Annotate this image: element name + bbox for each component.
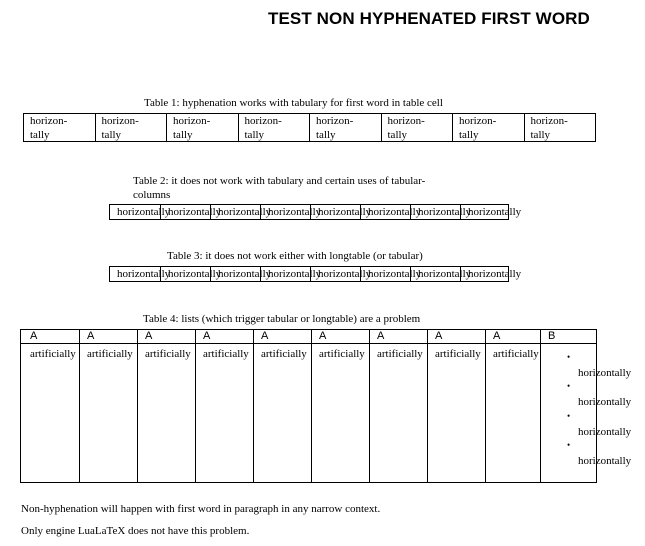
cell-text: horizontally xyxy=(268,206,322,218)
cell-text: horizontally xyxy=(218,206,272,218)
cell-text: artificially xyxy=(493,348,539,360)
table1 xyxy=(23,113,596,142)
table2-cell xyxy=(310,205,372,219)
table4-column xyxy=(485,330,543,482)
cell-text: artificially xyxy=(377,348,423,360)
column-header: A xyxy=(203,330,211,342)
table1-cell xyxy=(24,114,95,141)
bullet-icon: • xyxy=(567,440,571,450)
bullet-icon: • xyxy=(567,381,571,391)
cell-text: horizontally xyxy=(468,268,522,280)
table3-cell xyxy=(110,267,171,281)
column-header: A xyxy=(145,330,153,342)
cell-text: horizontally xyxy=(368,206,422,218)
list-item: horizontally xyxy=(578,455,632,467)
table4 xyxy=(20,329,632,483)
table1-cell xyxy=(238,114,310,141)
cell-line1: horizon- xyxy=(387,115,425,127)
cell-line1: horizon- xyxy=(30,115,68,127)
table3-cell xyxy=(210,267,272,281)
table2-cell xyxy=(410,205,472,219)
paragraph: Only engine LuaLaTeX does not have this problem. xyxy=(21,525,250,537)
table2-cell xyxy=(210,205,272,219)
list-item: horizontally xyxy=(578,396,632,408)
table1-caption: Table 1: hyphenation works with tabulary for first word in table cell xyxy=(144,97,443,109)
cell-line1: horizon- xyxy=(459,115,497,127)
cell-line2: tally xyxy=(316,129,336,141)
column-header: A xyxy=(377,330,385,342)
cell-line2: tally xyxy=(387,129,408,141)
column-header: A xyxy=(30,330,38,342)
table4-column xyxy=(79,330,137,482)
table3-cell xyxy=(460,267,522,281)
cell-text: artificially xyxy=(145,348,191,360)
cell-text: horizontally xyxy=(117,268,171,280)
table1-cell xyxy=(524,114,596,141)
table3 xyxy=(109,266,522,282)
bullet-icon: • xyxy=(567,352,571,362)
cell-line2: tally xyxy=(530,129,551,141)
table4-column xyxy=(21,330,79,482)
cell-line2: tally xyxy=(30,129,50,141)
table4-column xyxy=(311,330,369,482)
table1-cell xyxy=(309,114,381,141)
cell-text: artificially xyxy=(319,348,365,360)
cell-line1: horizon- xyxy=(316,115,354,127)
cell-text: horizontally xyxy=(418,268,472,280)
paragraph: Non-hyphenation will happen with first word in paragraph in any narrow context. xyxy=(21,503,381,515)
table3-cell xyxy=(410,267,472,281)
cell-line2: tally xyxy=(101,129,122,141)
table1-cell xyxy=(381,114,453,141)
cell-text: horizontally xyxy=(318,206,372,218)
table3-cell xyxy=(260,267,322,281)
cell-line2: tally xyxy=(459,129,479,141)
cell-text: artificially xyxy=(203,348,249,360)
table3-cell xyxy=(310,267,372,281)
cell-line2: tally xyxy=(173,129,193,141)
cell-line2: tally xyxy=(244,129,265,141)
table4-column xyxy=(253,330,311,482)
table2 xyxy=(109,204,522,220)
column-header: B xyxy=(548,330,556,342)
cell-text: horizontally xyxy=(168,268,222,280)
column-header: A xyxy=(319,330,327,342)
table3-caption: Table 3: it does not work either with longtable (or tabular) xyxy=(167,250,423,262)
table1-cell xyxy=(166,114,238,141)
cell-text: horizontally xyxy=(168,206,222,218)
table2-cell xyxy=(460,205,522,219)
table1-cell xyxy=(452,114,524,141)
table2-cell xyxy=(260,205,322,219)
table1-cell xyxy=(95,114,167,141)
table2-caption-line2: columns xyxy=(133,189,171,201)
cell-line1: horizon- xyxy=(244,115,282,127)
table2-caption-line1: Table 2: it does not work with tabulary and certain uses of tabular- xyxy=(133,175,426,187)
cell-line1: horizon- xyxy=(101,115,139,127)
bullet-icon: • xyxy=(567,411,571,421)
cell-text: horizontally xyxy=(268,268,322,280)
column-header: A xyxy=(493,330,501,342)
table2-cell xyxy=(160,205,222,219)
cell-line1: horizon- xyxy=(173,115,211,127)
cell-text: horizontally xyxy=(468,206,522,218)
cell-text: horizontally xyxy=(117,206,171,218)
list-item: horizontally xyxy=(578,367,632,379)
column-header: A xyxy=(435,330,443,342)
column-header: A xyxy=(261,330,269,342)
column-header: A xyxy=(87,330,95,342)
cell-line1: horizon- xyxy=(530,115,568,127)
table2-cell xyxy=(360,205,422,219)
table4-column xyxy=(369,330,427,482)
table2-cell xyxy=(110,205,171,219)
cell-text: horizontally xyxy=(318,268,372,280)
cell-text: artificially xyxy=(87,348,133,360)
cell-text: artificially xyxy=(30,348,76,360)
table3-cell xyxy=(160,267,222,281)
cell-text: artificially xyxy=(261,348,307,360)
table4-column xyxy=(195,330,253,482)
cell-text: artificially xyxy=(435,348,481,360)
table3-cell xyxy=(360,267,422,281)
list-item: horizontally xyxy=(578,426,632,438)
table4-column xyxy=(137,330,195,482)
page-title: TEST NON HYPHENATED FIRST WORD xyxy=(268,9,590,28)
cell-text: horizontally xyxy=(418,206,472,218)
table4-caption: Table 4: lists (which trigger tabular or longtable) are a problem xyxy=(143,313,421,325)
cell-text: horizontally xyxy=(218,268,272,280)
table4-column xyxy=(427,330,485,482)
cell-text: horizontally xyxy=(368,268,422,280)
